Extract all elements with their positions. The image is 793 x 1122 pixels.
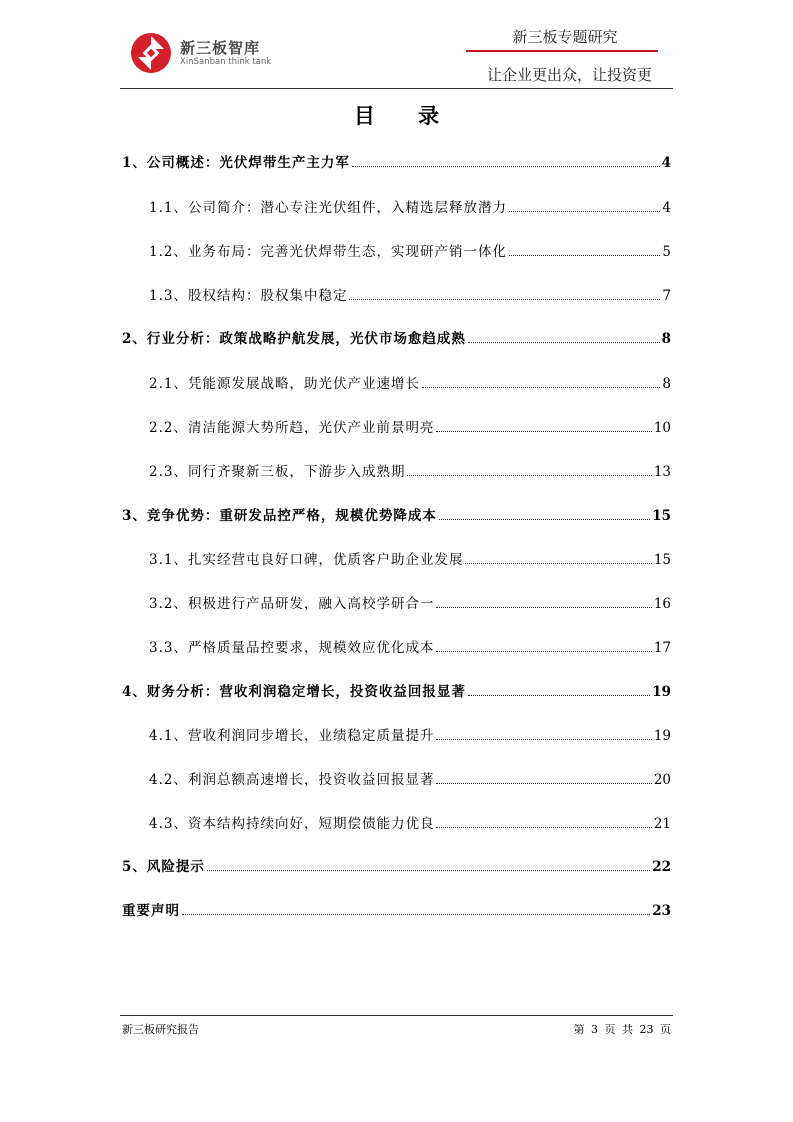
toc-leader-dots [349,299,660,300]
toc-entry-page: 16 [653,596,671,612]
toc-entry-text: 4.1、营收利润同步增长，业绩稳定质量提升 [149,728,435,744]
logo-chinese-name: 新三板智库 [180,39,261,57]
toc-entry-page: 19 [653,728,671,744]
toc-title: 目 录 [353,103,458,128]
toc-entry-page: 7 [662,288,671,304]
toc-entry[interactable] [149,284,671,304]
header-accent-line [466,50,658,52]
toc-entry[interactable] [122,855,671,875]
toc-entry[interactable] [149,416,671,436]
toc-entry[interactable] [122,151,671,171]
report-series-title: 新三板专题研究 [512,28,618,46]
toc-entry-page: 4 [662,200,671,216]
toc-leader-dots [436,827,651,828]
toc-leader-dots [182,914,650,915]
toc-leader-dots [468,342,660,343]
toc-entry-text: 2.3、同行齐聚新三板，下游步入成熟期 [149,464,406,480]
toc-entry-text: 1.2、业务布局：完善光伏焊带生态，实现研产销一体化 [149,244,507,260]
toc-entry-text: 2.2、清洁能源大势所趋，光伏产业前景明亮 [149,420,435,436]
toc-entry[interactable] [122,899,671,919]
toc-leader-dots [436,783,651,784]
toc-entry-page: 21 [653,816,671,832]
toc-entry-text: 4.3、资本结构持续向好，短期偿债能力优良 [149,816,435,832]
toc-entry-page: 4 [661,155,671,171]
toc-entry[interactable] [149,240,671,260]
toc-leader-dots [436,739,651,740]
toc-entry-page: 8 [661,331,671,347]
toc-leader-dots [436,607,651,608]
toc-entry-text: 5、风险提示 [122,859,205,875]
logo-mark-icon [128,30,174,76]
toc-leader-dots [509,255,660,256]
toc-entry[interactable] [122,504,671,524]
toc-entry-text: 2.1、凭能源发展战略，助光伏产业速增长 [149,376,420,392]
toc-entry-page: 13 [653,464,671,480]
toc-entry-text: 4、财务分析：营收利润稳定增长，投资收益回报显著 [122,684,466,700]
footer-page-number: 第 3 页 共 23 页 [573,1023,671,1036]
toc-entry[interactable] [149,460,671,480]
toc-leader-dots [436,431,651,432]
toc-entry-text: 3.2、积极进行产品研发，融入高校学研合一 [149,596,435,612]
toc-entry-page: 15 [652,508,671,524]
footer-divider [120,1015,673,1016]
footer-report-type: 新三板研究报告 [122,1023,199,1036]
toc-entry-page: 5 [662,244,671,260]
toc-entry-text: 2、行业分析：政策战略护航发展，光伏市场愈趋成熟 [122,331,466,347]
toc-entry[interactable] [149,724,671,744]
header-divider [120,88,673,89]
header-slogan: 让企业更出众，让投资更 [486,66,652,84]
toc-entry-page: 15 [653,552,671,568]
toc-leader-dots [509,211,660,212]
toc-entry-text: 3.3、严格质量品控要求，规模效应优化成本 [149,640,435,656]
toc-entry-page: 17 [653,640,671,656]
logo-english-name: XinSanban think tank [180,57,272,67]
toc-entry-page: 20 [653,772,671,788]
toc-entry[interactable] [149,548,671,568]
toc-entry[interactable] [149,768,671,788]
toc-entry[interactable] [149,592,671,612]
toc-entry-page: 22 [652,859,671,875]
toc-leader-dots [422,387,660,388]
toc-entry[interactable] [149,372,671,392]
toc-entry-page: 19 [652,684,671,700]
toc-leader-dots [352,166,660,167]
toc-entry-text: 3、竞争优势：重研发品控严格，规模优势降成本 [122,508,437,524]
toc-entry[interactable] [149,636,671,656]
toc-leader-dots [436,651,651,652]
toc-entry[interactable] [122,680,671,700]
toc-entry-text: 重要声明 [122,903,180,919]
toc-entry-page: 23 [652,903,671,919]
toc-leader-dots [207,870,650,871]
toc-entry-text: 1、公司概述：光伏焊带生产主力军 [122,155,350,171]
toc-entry[interactable] [149,196,671,216]
toc-entry-text: 1.1、公司简介：潜心专注光伏组件，入精选层释放潜力 [149,200,507,216]
toc-entry-page: 10 [653,420,671,436]
toc-leader-dots [468,695,650,696]
toc-entry-page: 8 [662,376,671,392]
toc-leader-dots [465,563,651,564]
toc-leader-dots [439,519,650,520]
toc-entry-text: 3.1、扎实经营屯良好口碑，优质客户助企业发展 [149,552,464,568]
toc-entry-text: 1.3、股权结构：股权集中稳定 [149,288,348,304]
toc-leader-dots [407,475,651,476]
toc-entry[interactable] [149,812,671,832]
toc-entry[interactable] [122,327,671,347]
brand-logo [128,30,288,76]
toc-entry-text: 4.2、利润总额高速增长，投资收益回报显著 [149,772,435,788]
